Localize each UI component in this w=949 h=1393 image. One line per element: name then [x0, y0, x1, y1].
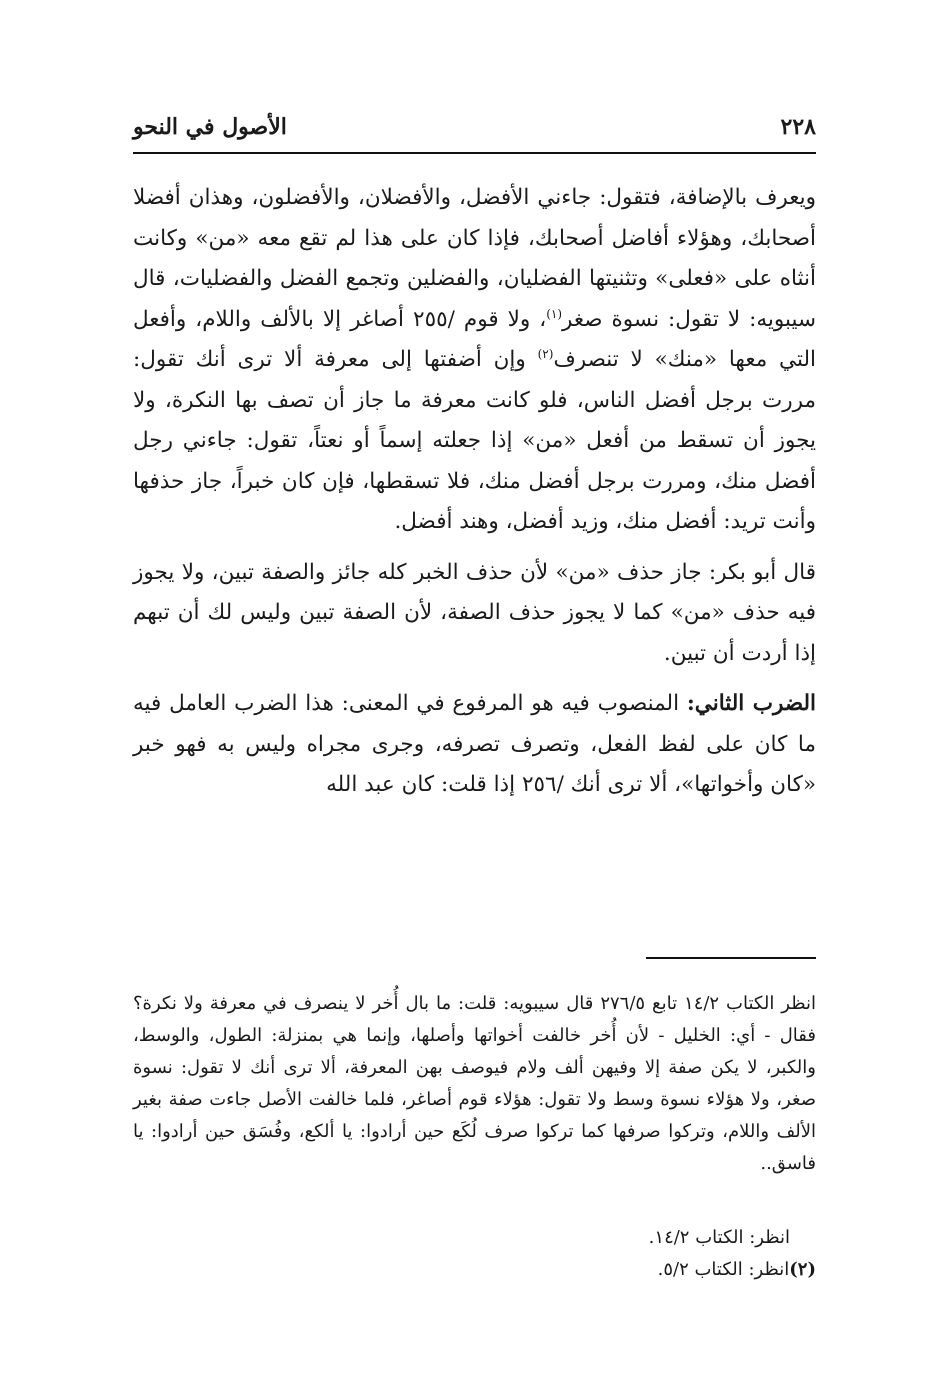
paragraph-3	[133, 684, 816, 806]
paragraph-3-lead: الضرب الثاني:	[686, 691, 816, 716]
paragraph-1-part-b: ، ولا قوم /٢٥٥ أصاغر إلا بالألف واللام، وأفعل التي معها «منك» لا تنصرف	[133, 306, 816, 372]
paragraph-1	[133, 178, 816, 543]
paragraph-1-part-c: وإن أضفتها إلى معرفة ألا ترى أنك تقول: مررت برجل أفضل الناس، فلو كانت معرفة ما جاز أن تصف بها النكرة، ولا يجوز أن تسقط من أفعل «من» إذا جعلته إسماً أو نعتاً، تقول: جاءني رجل أفضل منك، ومررت برجل أفضل منك، فلا تسقطها، فإن كان خبراً، جاز حذفها وأنت تريد: أفضل منك، وزيد أفضل، وهند أفضل.	[133, 347, 816, 534]
running-title: الأصول في النحو	[133, 114, 287, 140]
paragraph-3-text: المنصوب فيه هو المرفوع في المعنى: هذا الضرب العامل فيه ما كان على لفظ الفعل، وتصرف تصرفه، وجرى مجراه وليس به فهو خبر «كان وأخواتها»، ألا ترى أنك /٢٥٦ إذا قلت: كان عبد الله	[133, 691, 816, 797]
paragraph-2: قال أبو بكر: جاز حذف «من» لأن حذف الخبر كله جائز والصفة تبين، ولا يجوز فيه حذف «من» كما لا يجوز حذف الصفة، لأن الصفة تبين وليس لك أن تبهم إذا أردت أن تبين.	[133, 559, 816, 666]
page-header	[133, 112, 816, 154]
footnote-1-text: انظر: الكتاب ١٤/٢.	[648, 1227, 790, 1248]
footnote-list	[400, 1222, 816, 1286]
page-number: ٢٢٨	[780, 114, 816, 140]
paragraph-1-part-a: ويعرف بالإضافة، فتقول: جاءني الأفضل، والأفضلان، والأفضلون، وهذان أفضلا أصحابك، وهؤلاء أفاضل أصحابك، فإذا كان على هذا لم تقع معه «من» وكانت أنثاه على «فعلى» وتثنيتها الفضليان، والفضلين وتجمع الفضل والفضليات، قال سيبويه: لا تقول: نسوة صغر	[133, 185, 817, 332]
footnote-continuation	[133, 988, 816, 1180]
footnote-2-mark: (٢)	[789, 1259, 816, 1280]
footnote-ref-2: (٢)	[537, 346, 554, 361]
footnote-1	[400, 1222, 816, 1254]
main-text	[133, 178, 816, 806]
footnote-ref-1: (١)	[546, 306, 563, 321]
footnote-main-text: انظر الكتاب ١٤/٢ تابع ٢٧٦/٥ قال سيبويه: قلت: ما بال أُخر لا ينصرف في معرفة ولا نكرة؟ فقال - أي: الخليل - لأن أُخر خالفت أخواتها وأصلها، وإنما هي بمنزلة: الطول، والوسط، والكبر، لا يكن صفة إلا وفيهن ألف ولام فيوصف بهن المعرفة، ألا ترى أنك لا تقول: نسوة صغر، ولا هؤلاء نسوة وسط ولا تقول: هؤلاء قوم أصاغر، فلما خالفت الأصل جاءت صفة بغير الألف واللام، وتركوا صرفها كما تركوا صرف لُكَع حين أرادوا: يا ألكع، وفُسَق حين أرادوا: يا فاسق..	[133, 993, 816, 1174]
footnote-2-text: انظر: الكتاب ٥/٢.	[657, 1259, 790, 1280]
footnote-separator	[646, 957, 816, 959]
footnote-2	[400, 1254, 816, 1286]
